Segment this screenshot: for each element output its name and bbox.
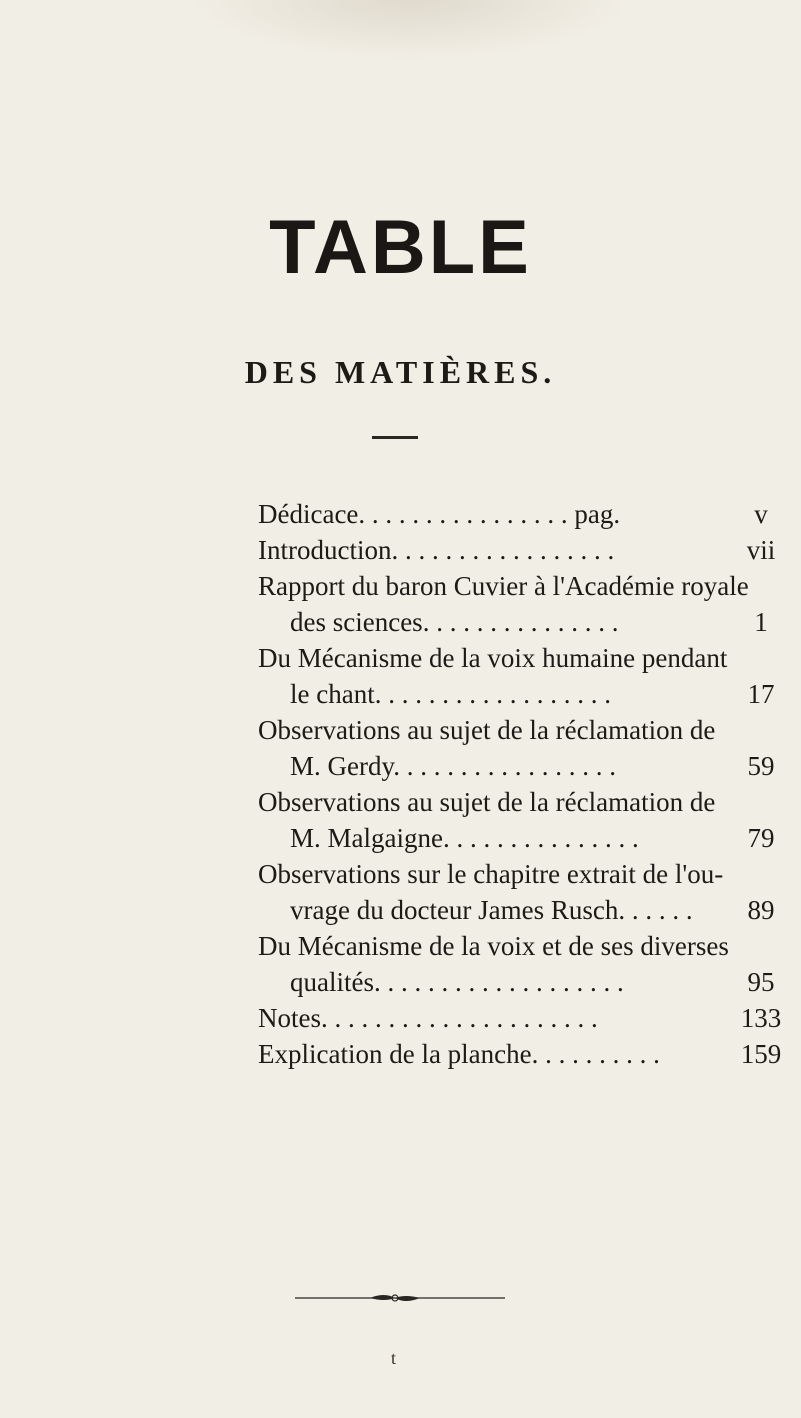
toc-entry-page: 159 xyxy=(740,1039,782,1069)
toc-entry xyxy=(258,496,798,532)
toc-entry-text: Notes. . . . . . . . . . . . . . . . . . . . . xyxy=(258,1003,598,1033)
toc-entry xyxy=(290,820,798,856)
toc-entry xyxy=(258,784,798,820)
toc-entry-page: 17 xyxy=(747,679,775,709)
toc-entry-text: Rapport du baron Cuvier à l'Académie royale xyxy=(258,571,749,601)
toc-entry-text: vrage du docteur James Rusch. . . . . . xyxy=(290,895,693,925)
toc-entry xyxy=(290,892,798,928)
toc-entry-text: Introduction. . . . . . . . . . . . . . . . . xyxy=(258,535,615,565)
toc-entry xyxy=(258,532,798,568)
toc-entry-page: 95 xyxy=(747,967,775,997)
toc-entry xyxy=(258,856,798,892)
toc-entry-text: Explication de la planche. . . . . . . . . . xyxy=(258,1039,660,1069)
footer-mark: t xyxy=(391,1348,397,1368)
toc-entry-page: v xyxy=(754,499,768,529)
toc-entry-page: vii xyxy=(746,535,776,565)
toc-entry xyxy=(290,676,798,712)
toc-entry-text: Observations au sujet de la réclamation de xyxy=(258,787,716,817)
toc-entry-text: qualités. . . . . . . . . . . . . . . . . . . xyxy=(290,967,624,997)
toc-entry-text: Du Mécanisme de la voix et de ses diverses xyxy=(258,931,729,961)
toc-entry xyxy=(290,604,798,640)
toc-entry xyxy=(258,1000,798,1036)
page-subtitle: DES MATIÈRES. xyxy=(244,354,557,390)
page-title: TABLE xyxy=(269,205,532,290)
toc-entry-text: Observations sur le chapitre extrait de l'ou- xyxy=(258,859,724,889)
toc-entry-text: M. Gerdy. . . . . . . . . . . . . . . . . xyxy=(290,751,616,781)
toc-entry-page: 89 xyxy=(747,895,775,925)
toc-entry xyxy=(290,964,798,1000)
toc-entry-page: 59 xyxy=(747,751,775,781)
toc-entry xyxy=(290,748,798,784)
toc-entry-text: des sciences. . . . . . . . . . . . . . . xyxy=(290,607,619,637)
toc-entry-text: Dédicace. . . . . . . . . . . . . . . . pag. xyxy=(258,499,621,529)
toc-entry-page: 79 xyxy=(747,823,775,853)
toc-entry xyxy=(258,928,798,964)
toc-entry-page: 1 xyxy=(754,607,768,637)
toc-entry xyxy=(258,1036,798,1072)
toc-entry-text: Du Mécanisme de la voix humaine pendant xyxy=(258,643,728,673)
toc-entry xyxy=(258,568,798,604)
toc-entry-page: 133 xyxy=(740,1003,782,1033)
toc-entry xyxy=(258,640,798,676)
toc-entry-text: Observations au sujet de la réclamation de xyxy=(258,715,716,745)
toc-entry-text: M. Malgaigne. . . . . . . . . . . . . . . xyxy=(290,823,639,853)
toc-entry-text: le chant. . . . . . . . . . . . . . . . . . xyxy=(290,679,611,709)
toc-entry xyxy=(258,712,798,748)
ornament-rule xyxy=(295,1291,505,1305)
